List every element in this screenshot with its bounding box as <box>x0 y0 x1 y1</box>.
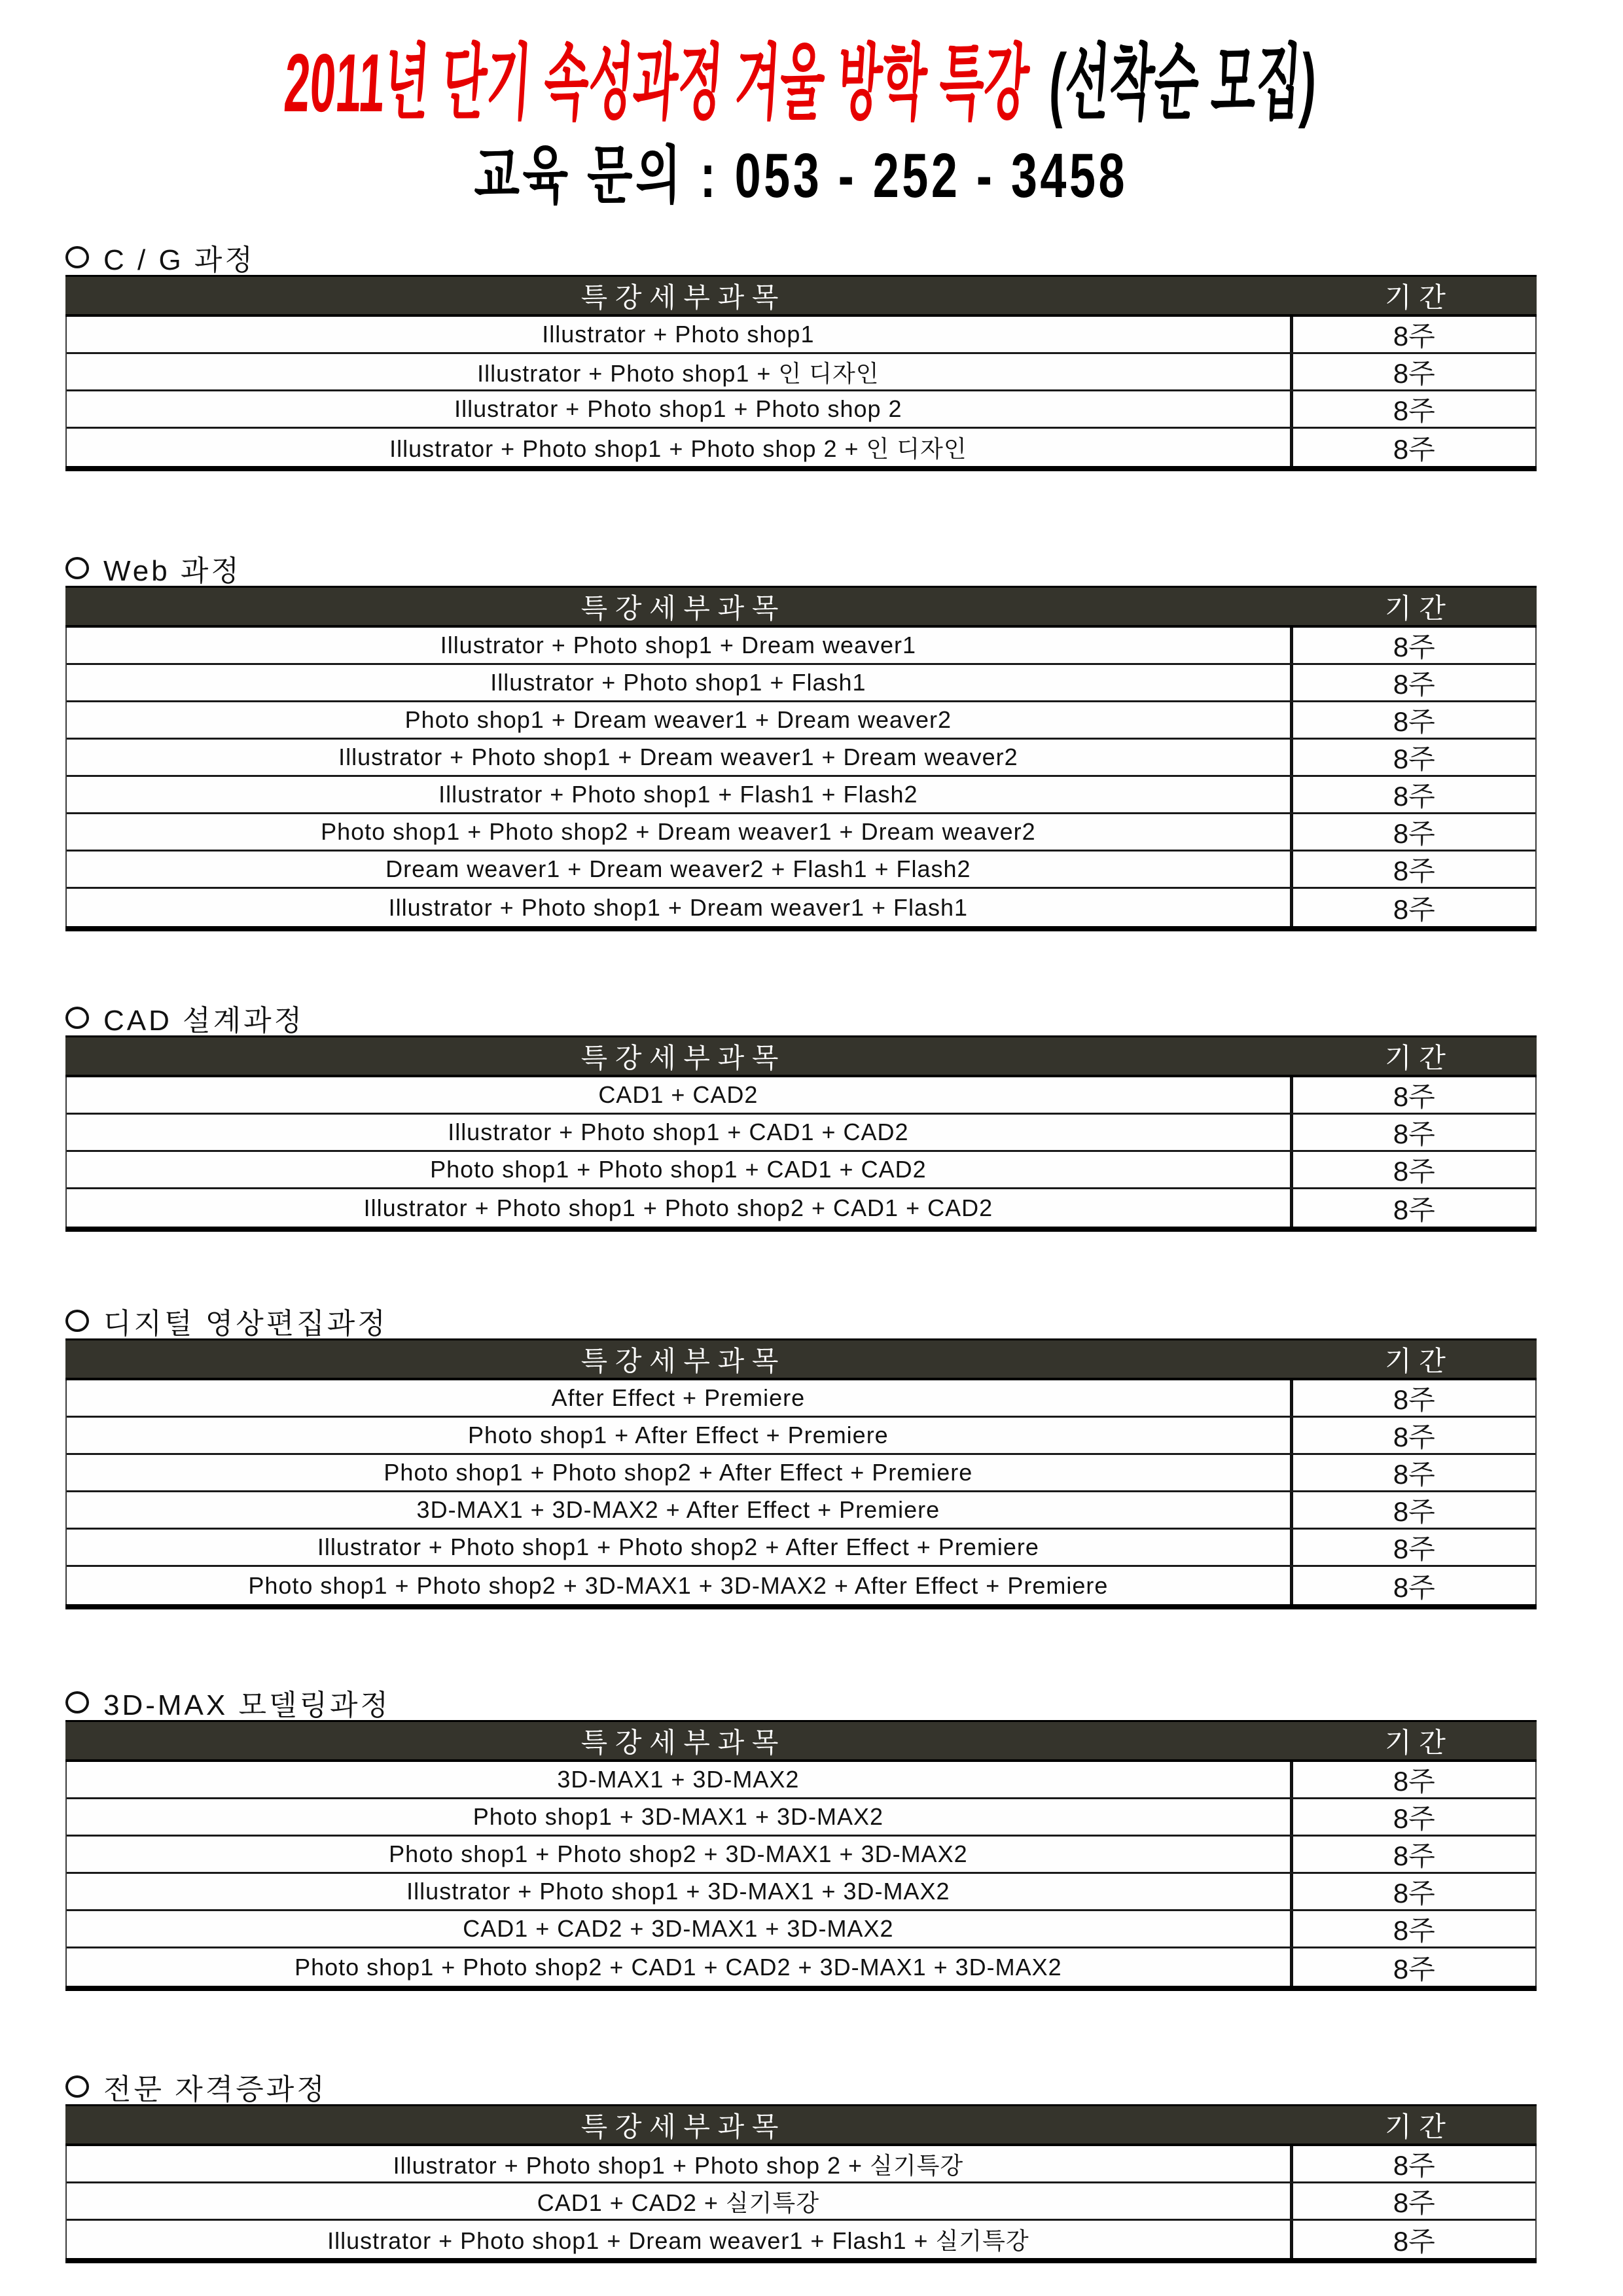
table-row <box>67 1911 1535 1948</box>
table-row <box>67 1077 1535 1115</box>
table-head-period: 기 간 <box>1385 1042 1446 1073</box>
row-subject: Photo shop1 + Photo shop2 + 3D-MAX1 + 3D-MAX2 <box>67 1837 1293 1872</box>
circle-bullet-icon <box>65 1691 89 1713</box>
circle-bullet-icon <box>65 557 89 579</box>
row-subject: 3D-MAX1 + 3D-MAX2 <box>67 1762 1293 1797</box>
row-period: 8주 <box>1393 1766 1435 1797</box>
row-subject: Photo shop1 + Photo shop2 + 3D-MAX1 + 3D-MAX2 + After Effect + Premiere <box>67 1567 1293 1604</box>
course-section <box>65 2069 1537 2263</box>
row-subject: Photo shop1 + Dream weaver1 + Dream weaver2 <box>67 702 1293 738</box>
row-period: 8주 <box>1393 744 1435 774</box>
section-title-label: 전문 자격증과정 <box>103 2073 327 2106</box>
contact-phone-line: 교육 문의 : 053 - 252 - 3458 <box>474 140 1128 211</box>
section-title-label: C / G 과정 <box>103 244 255 276</box>
table-row <box>67 1874 1535 1911</box>
row-subject: Illustrator + Photo shop1 + Photo shop2 + After Effect + Premiere <box>67 1530 1293 1565</box>
section-title <box>65 1303 1537 1338</box>
table-row <box>67 665 1535 702</box>
row-subject: After Effect + Premiere <box>67 1380 1293 1416</box>
course-section <box>65 1303 1537 1609</box>
course-section <box>65 550 1537 931</box>
row-period: 8주 <box>1393 2187 1435 2218</box>
table-head-period: 기 간 <box>1385 1345 1446 1376</box>
row-period: 8주 <box>1393 1571 1435 1603</box>
document-title-row <box>65 24 1537 128</box>
row-subject: Illustrator + Photo shop1 + Photo shop 2 + 인 디자인 <box>67 429 1293 466</box>
document-title-suffix: (선착순 모집) <box>1047 36 1319 129</box>
table-header-row <box>65 1338 1537 1380</box>
table-head-subject: 특 강 세 부 과 목 <box>580 1727 779 1758</box>
table-head-subject: 특 강 세 부 과 목 <box>580 592 779 624</box>
section-title-label: 3D-MAX 모델링과정 <box>103 1689 391 1721</box>
document-subtitle-row <box>65 140 1537 211</box>
section-title <box>65 2069 1537 2104</box>
table-row <box>67 814 1535 852</box>
row-subject: CAD1 + CAD2 + 3D-MAX1 + 3D-MAX2 <box>67 1911 1293 1946</box>
course-section <box>65 240 1537 471</box>
row-subject: Illustrator + Photo shop1 + Photo shop 2 <box>67 391 1293 427</box>
table-row <box>67 1837 1535 1874</box>
table-row <box>67 1418 1535 1455</box>
table-row <box>67 777 1535 814</box>
row-period: 8주 <box>1393 1459 1435 1490</box>
section-title-label: 디지털 영상편집과정 <box>103 1308 388 1340</box>
circle-bullet-icon <box>65 1310 89 1332</box>
table-body <box>65 317 1537 466</box>
row-period: 8주 <box>1393 1194 1435 1225</box>
row-period: 8주 <box>1393 781 1435 812</box>
table-header-row <box>65 586 1537 628</box>
circle-bullet-icon <box>65 1007 89 1029</box>
table-row <box>67 429 1535 466</box>
table-row <box>67 317 1535 354</box>
row-subject: Photo shop1 + 3D-MAX1 + 3D-MAX2 <box>67 1799 1293 1835</box>
table-head-subject: 특 강 세 부 과 목 <box>580 1042 779 1073</box>
course-table <box>65 1035 1537 1232</box>
row-subject: Photo shop1 + Photo shop2 + CAD1 + CAD2 + 3D-MAX1 + 3D-MAX2 <box>67 1948 1293 1986</box>
course-section <box>65 1000 1537 1232</box>
section-title-label: Web 과정 <box>103 555 241 587</box>
row-period: 8주 <box>1393 1915 1435 1946</box>
row-period: 8주 <box>1393 1953 1435 1984</box>
row-subject: Illustrator + Photo shop1 + 3D-MAX1 + 3D-MAX2 <box>67 1874 1293 1909</box>
table-head-period: 기 간 <box>1385 592 1446 624</box>
row-period: 8주 <box>1393 1534 1435 1564</box>
circle-bullet-icon <box>65 2075 89 2098</box>
row-subject: Illustrator + Photo shop1 + CAD1 + CAD2 <box>67 1115 1293 1150</box>
section-title-label: CAD 설계과정 <box>103 1005 305 1037</box>
row-period: 8주 <box>1393 855 1435 886</box>
circle-bullet-icon <box>65 246 89 268</box>
row-subject: Photo shop1 + Photo shop1 + CAD1 + CAD2 <box>67 1152 1293 1187</box>
table-row <box>67 1152 1535 1189</box>
row-subject: Illustrator + Photo shop1 + Dream weaver1 + Dream weaver2 <box>67 740 1293 775</box>
course-table <box>65 1338 1537 1609</box>
section-title <box>65 550 1537 586</box>
row-subject: Illustrator + Photo shop1 + Dream weaver1 + Flash1 + 실기특강 <box>67 2221 1293 2258</box>
section-title <box>65 1685 1537 1720</box>
row-period: 8주 <box>1393 321 1435 351</box>
row-period: 8주 <box>1393 1422 1435 1452</box>
row-period: 8주 <box>1393 358 1435 389</box>
table-row <box>67 1948 1535 1986</box>
course-table <box>65 275 1537 471</box>
row-period: 8주 <box>1393 893 1435 925</box>
row-subject: Illustrator + Photo shop1 <box>67 317 1293 352</box>
table-head-subject: 특 강 세 부 과 목 <box>580 1345 779 1376</box>
table-head-subject: 특 강 세 부 과 목 <box>580 281 779 313</box>
row-period: 8주 <box>1393 1840 1435 1871</box>
row-period: 8주 <box>1393 706 1435 737</box>
table-row <box>67 391 1535 429</box>
section-title <box>65 1000 1537 1035</box>
table-body <box>65 1077 1537 1227</box>
row-period: 8주 <box>1393 1803 1435 1834</box>
table-row <box>67 1380 1535 1418</box>
row-period: 8주 <box>1393 1496 1435 1527</box>
row-period: 8주 <box>1393 1119 1435 1149</box>
row-subject: Illustrator + Photo shop1 + 인 디자인 <box>67 354 1293 389</box>
table-row <box>67 354 1535 391</box>
document-title <box>281 17 1320 135</box>
table-row <box>67 2146 1535 2183</box>
row-subject: Illustrator + Photo shop1 + Flash1 + Flash2 <box>67 777 1293 812</box>
row-period: 8주 <box>1393 2225 1435 2257</box>
table-row <box>67 1189 1535 1227</box>
table-row <box>67 1799 1535 1837</box>
table-header-row <box>65 1035 1537 1077</box>
row-subject: Photo shop1 + After Effect + Premiere <box>67 1418 1293 1453</box>
table-row <box>67 1530 1535 1567</box>
table-row <box>67 1567 1535 1604</box>
row-subject: Illustrator + Photo shop1 + Photo shop2 + CAD1 + CAD2 <box>67 1189 1293 1227</box>
table-row <box>67 2183 1535 2221</box>
table-header-row <box>65 275 1537 317</box>
row-subject: Photo shop1 + Photo shop2 + After Effect + Premiere <box>67 1455 1293 1490</box>
row-period: 8주 <box>1393 2150 1435 2181</box>
row-subject: CAD1 + CAD2 <box>67 1077 1293 1113</box>
table-row <box>67 1762 1535 1799</box>
row-period: 8주 <box>1393 1081 1435 1112</box>
course-section <box>65 1685 1537 1991</box>
course-table <box>65 586 1537 931</box>
row-period: 8주 <box>1393 818 1435 849</box>
table-body <box>65 1380 1537 1604</box>
row-subject: Illustrator + Photo shop1 + Photo shop 2 + 실기특강 <box>67 2146 1293 2181</box>
table-row <box>67 889 1535 926</box>
table-row <box>67 1492 1535 1530</box>
row-period: 8주 <box>1393 1384 1435 1415</box>
document-title-main: 2011년 단기 속성과정 겨울 방학 특강 <box>282 36 1032 129</box>
table-header-row <box>65 1720 1537 1762</box>
sections <box>65 240 1537 2263</box>
row-period: 8주 <box>1393 632 1435 662</box>
table-row <box>67 1455 1535 1492</box>
table-row <box>67 740 1535 777</box>
course-table <box>65 1720 1537 1991</box>
row-period: 8주 <box>1393 669 1435 700</box>
row-subject: 3D-MAX1 + 3D-MAX2 + After Effect + Premiere <box>67 1492 1293 1528</box>
table-head-subject: 특 강 세 부 과 목 <box>580 2111 779 2142</box>
table-body <box>65 1762 1537 1986</box>
table-body <box>65 2146 1537 2258</box>
course-table <box>65 2104 1537 2263</box>
table-head-period: 기 간 <box>1385 2111 1446 2142</box>
row-subject: Dream weaver1 + Dream weaver2 + Flash1 + Flash2 <box>67 852 1293 887</box>
table-row <box>67 702 1535 740</box>
table-head-period: 기 간 <box>1385 281 1446 313</box>
table-row <box>67 852 1535 889</box>
row-period: 8주 <box>1393 1878 1435 1909</box>
row-subject: Illustrator + Photo shop1 + Flash1 <box>67 665 1293 700</box>
table-row <box>67 2221 1535 2258</box>
row-subject: Photo shop1 + Photo shop2 + Dream weaver1 + Dream weaver2 <box>67 814 1293 850</box>
table-header-row <box>65 2104 1537 2146</box>
row-period: 8주 <box>1393 395 1435 426</box>
row-period: 8주 <box>1393 433 1435 465</box>
table-body <box>65 628 1537 926</box>
table-row <box>67 628 1535 665</box>
row-period: 8주 <box>1393 1156 1435 1187</box>
section-title <box>65 240 1537 275</box>
row-subject: Illustrator + Photo shop1 + Dream weaver1 + Flash1 <box>67 889 1293 926</box>
row-subject: Illustrator + Photo shop1 + Dream weaver1 <box>67 628 1293 663</box>
table-head-period: 기 간 <box>1385 1727 1446 1758</box>
row-subject: CAD1 + CAD2 + 실기특강 <box>67 2183 1293 2219</box>
table-row <box>67 1115 1535 1152</box>
